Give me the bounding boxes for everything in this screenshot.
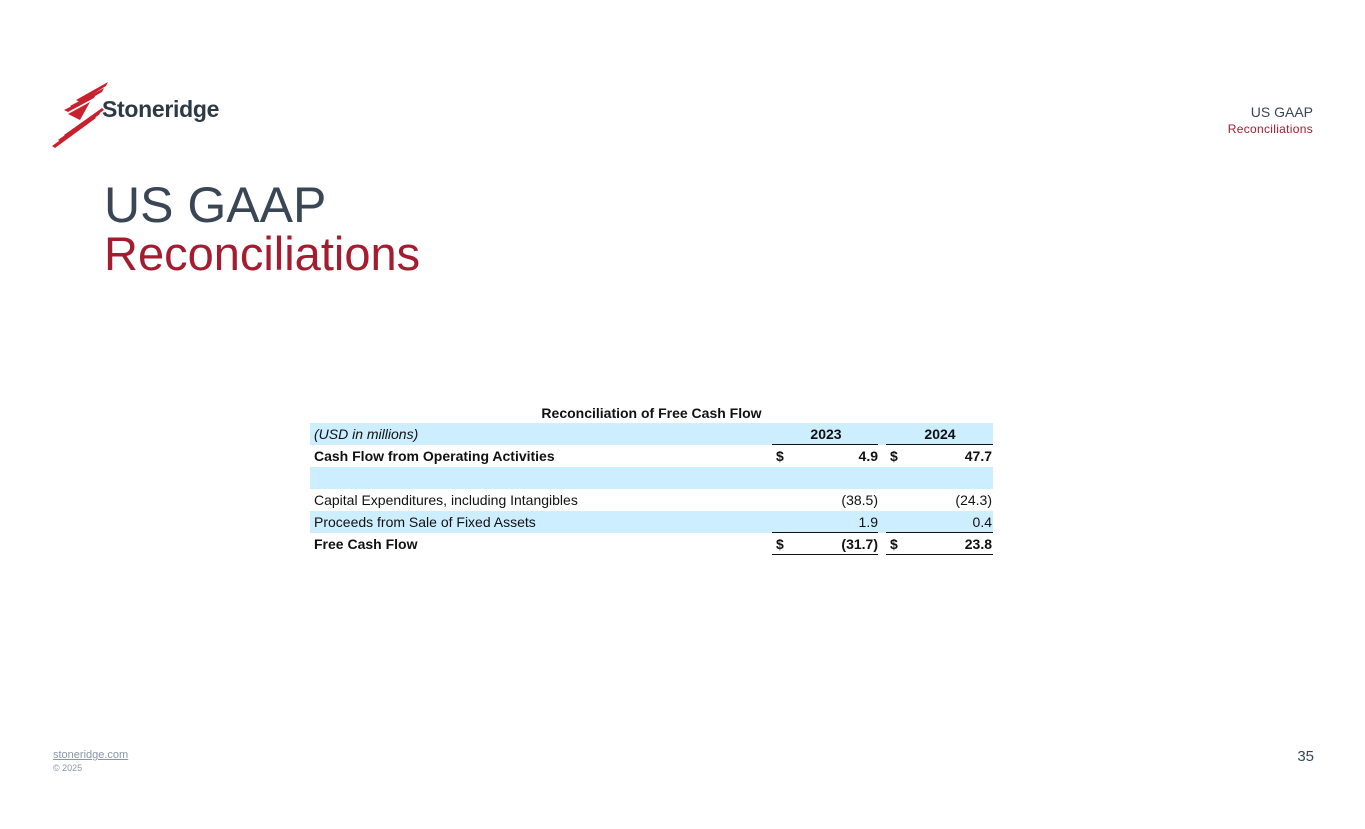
value-2024: 0.4 [972, 514, 992, 530]
logo-wordmark: Stoneridge [102, 96, 220, 122]
total-rule-2024 [886, 554, 993, 555]
dollar-sign: $ [890, 448, 898, 464]
value-2023: 1.9 [858, 514, 878, 530]
table-row [310, 533, 993, 555]
section-title: US GAAP [1250, 104, 1313, 120]
value-2023: 4.9 [858, 448, 878, 464]
units-label: (USD in millions) [314, 426, 419, 442]
dollar-sign: $ [776, 448, 784, 464]
column-header-2023: 2023 [810, 426, 842, 442]
stoneridge-logo-mark-icon [50, 80, 110, 150]
value-2024: 47.7 [964, 448, 992, 464]
row-label: Free Cash Flow [314, 536, 418, 552]
section-subtitle: Reconciliations [1227, 122, 1313, 136]
page-title-line1: US GAAP [104, 177, 327, 233]
table-row [310, 445, 993, 467]
value-2024: (24.3) [955, 492, 992, 508]
copyright: © 2025 [53, 763, 83, 773]
table-row [310, 467, 993, 489]
section-label [1228, 104, 1313, 137]
value-2023: (38.5) [841, 492, 878, 508]
website-link[interactable]: stoneridge.com [53, 749, 129, 761]
value-2023: (31.7) [841, 536, 878, 552]
dollar-sign: $ [890, 536, 898, 552]
row-label: Proceeds from Sale of Fixed Assets [314, 514, 536, 530]
page-title-line2: Reconciliations [104, 227, 421, 280]
dollar-sign: $ [776, 536, 784, 552]
page-number: 35 [1297, 748, 1314, 765]
value-2024: 23.8 [964, 536, 992, 552]
column-header-2024: 2024 [924, 426, 956, 442]
free-cash-flow-table [310, 404, 993, 555]
stoneridge-logo [50, 80, 220, 150]
row-label: Cash Flow from Operating Activities [314, 448, 555, 464]
table-row [310, 511, 993, 533]
total-rule-2023 [772, 554, 878, 555]
table-header-row [310, 423, 993, 445]
table-row [310, 489, 993, 511]
row-label: Capital Expenditures, including Intangibles [314, 492, 578, 508]
table-title: Reconciliation of Free Cash Flow [541, 405, 762, 421]
page-title [104, 177, 421, 280]
footer [53, 749, 128, 774]
